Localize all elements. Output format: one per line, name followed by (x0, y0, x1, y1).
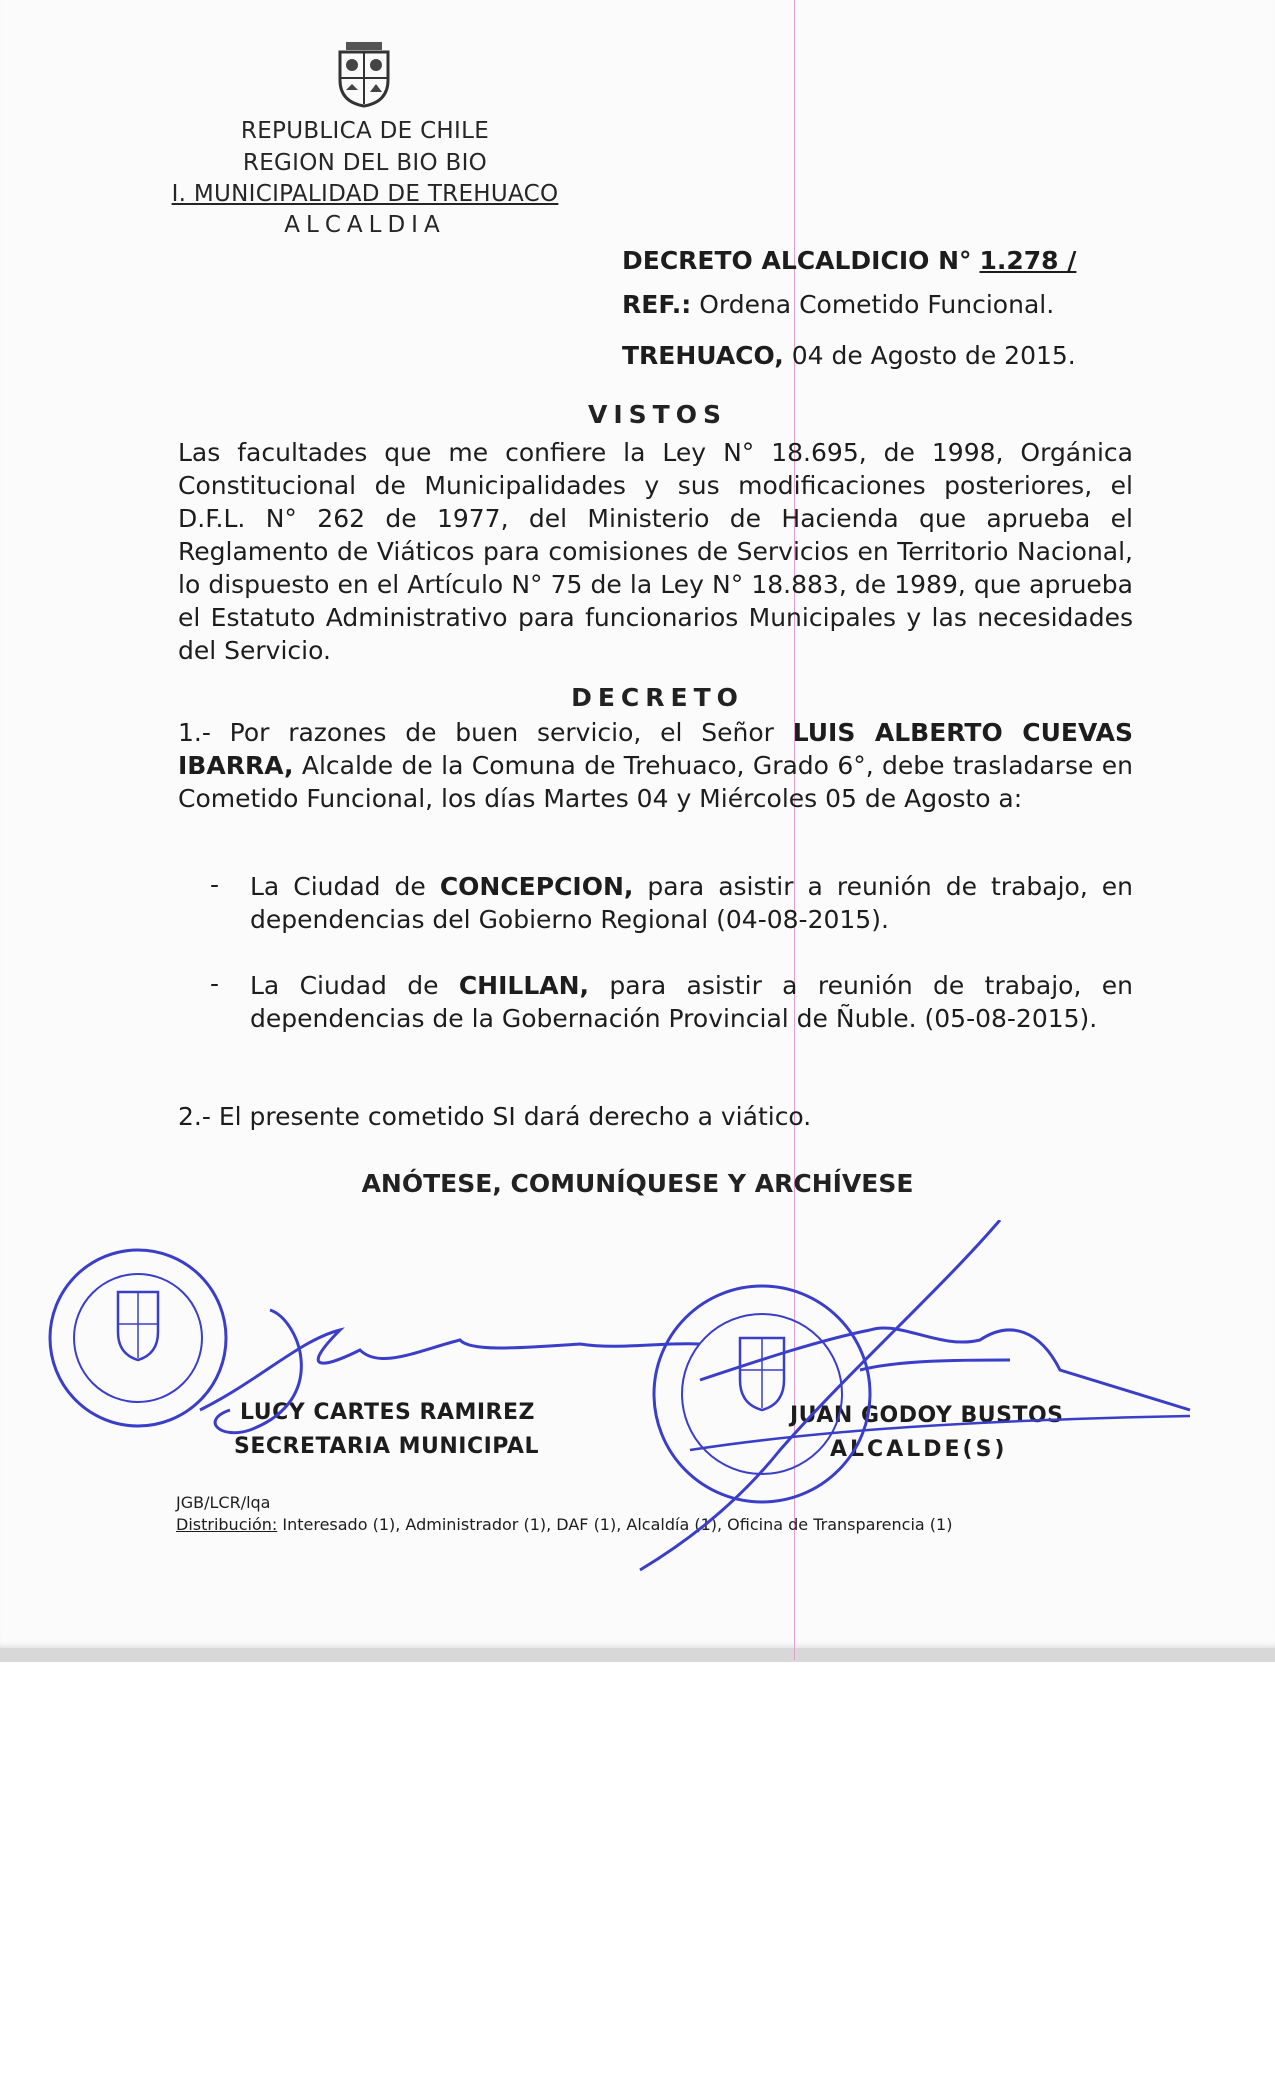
mayor-role: ALCALDE(S) (830, 1437, 1008, 1462)
item1-post: Alcalde de la Comuna de Trehuaco, Grado 6°, debe trasladarse en Cometido Funcional, los días Martes 04 y Miércoles 05 de Agosto a: (178, 751, 1134, 813)
secretary-name: LUCY CARTES RAMIREZ (240, 1400, 535, 1425)
decree-title (622, 246, 1076, 275)
bullet-text (250, 969, 1133, 1035)
header-office: ALCALDIA (284, 212, 446, 238)
bullet-post: para asistir a reunión de trabajo, en dependencias de la Gobernación Provincial de Ñuble. (05-08-2015). (250, 971, 1133, 1033)
decreto-heading: DECRETO (571, 683, 744, 712)
item1-person-name: LUIS ALBERTO CUEVAS IBARRA, (178, 718, 1133, 780)
decree-reference (622, 290, 1054, 319)
decree-number: 1.278 / (979, 246, 1077, 275)
header-municipality: I. MUNICIPALIDAD DE TREHUACO (171, 181, 559, 207)
header-country: REPUBLICA DE CHILE (240, 118, 490, 144)
distribution-list (176, 1515, 952, 1534)
bullet-dash: - (210, 969, 220, 998)
reference-label: REF.: (622, 290, 692, 319)
reference-text: Ordena Cometido Funcional. (699, 290, 1055, 319)
bullet-pre: La Ciudad de (250, 872, 426, 901)
decreto-item-2: 2.- El presente cometido SI dará derecho a viático. (178, 1102, 812, 1131)
bullet-text (250, 870, 1133, 936)
bullet-city: CONCEPCION, (439, 872, 634, 901)
decreto-item-1 (178, 716, 1133, 815)
decree-date (622, 341, 1076, 370)
mayor-name: JUAN GODOY BUSTOS (790, 1403, 1064, 1428)
decree-title-label: DECRETO ALCALDICIO N° (622, 246, 972, 275)
secretary-role: SECRETARIA MUNICIPAL (234, 1434, 539, 1459)
distribution-text: Interesado (1), Administrador (1), DAF (1), Alcaldía (1), Oficina de Transparencia (1) (282, 1515, 953, 1534)
vistos-paragraph: Las facultades que me confiere la Ley N° 18.695, de 1998, Orgánica Constitucional de Municipalidades y sus modificaciones posteriores, el D.F.L. N° 262 de 1977, del Ministerio de Hacienda que aprueba el Reglamento de Viáticos para comisiones de Servicios en Territorio Nacional, lo dispuesto en el Artículo N° 75 de la Ley N° 18.883, de 1989, que aprueba el Estatuto Administrativo para funcionarios Municipales y las necesidades del Servicio. (178, 438, 1133, 665)
item1-pre: 1.- Por razones de buen servicio, el Señor (178, 718, 774, 747)
bullet-pre: La Ciudad de (250, 971, 439, 1000)
municipal-crest-icon (330, 40, 398, 108)
distribution-label: Distribución: (176, 1515, 278, 1534)
closing-formula: ANÓTESE, COMUNÍQUESE Y ARCHÍVESE (361, 1169, 914, 1198)
bullet-post: para asistir a reunión de trabajo, en dependencias del Gobierno Regional (04-08-2015). (250, 872, 1133, 934)
date-place: TREHUACO, (622, 341, 784, 370)
bullet-city: CHILLAN, (458, 971, 590, 1000)
bullet-dash: - (210, 870, 220, 899)
vistos-heading: VISTOS (588, 400, 727, 429)
drafter-initials: JGB/LCR/lqa (176, 1493, 271, 1512)
date-text: 04 de Agosto de 2015. (791, 341, 1076, 370)
header-region: REGION DEL BIO BIO (242, 150, 488, 176)
